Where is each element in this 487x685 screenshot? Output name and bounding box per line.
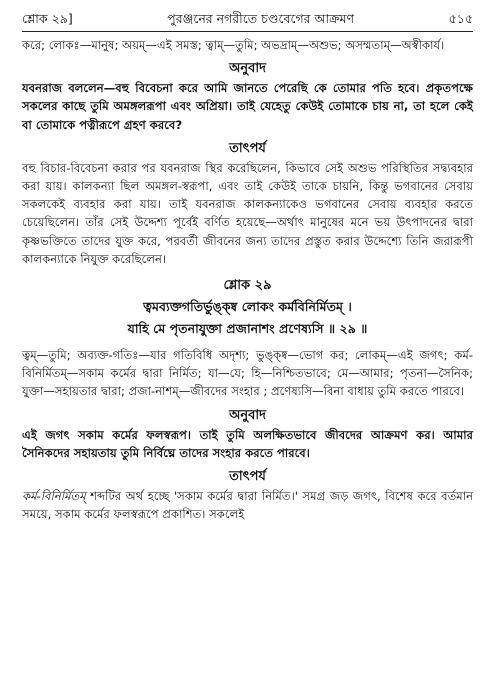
purport-text-2	[22, 487, 473, 523]
page-header	[22, 10, 473, 32]
verse-heading: শ্লোক ২৯	[223, 278, 272, 294]
verse-line-1: ত্বমব্যক্তগতির্ভুঙ্ক্ষ্ব লোকং কর্মবিনির্মিতম্ ।	[143, 299, 352, 315]
translation-heading-2: অনুবাদ	[229, 407, 266, 423]
header-verse-ref: শ্লোক ২৯]	[22, 11, 73, 26]
translation-heading: অনুবাদ	[229, 61, 266, 77]
translation-text-2: এই জগৎ সকাম কর্মের ফলস্বরূপ। তাই তুমি অলক্ষিতভাবে জীবদের আক্রমণ কর। আমার সৈনিকদের সহায়তায় তুমি নির্বিঘ্নে তাদের সংহার করতে পারবে।	[22, 427, 473, 460]
translation-text: যবনরাজ বললেন—বহু বিবেচনা করে আমি জানতে পেরেছি কে তোমার পতি হবে। প্রকৃতপক্ষে সকলের কাছে তুমি অমঙ্গলরূপা এবং অপ্রিয়া। তাই যেহেতু কেউই তোমাকে চায় না, তা হলে কেই বা তোমাকে পত্নীরূপে গ্রহণ করবে?	[22, 81, 473, 132]
purport-heading-2: তাৎপর্য	[229, 469, 266, 485]
purport-term: কর্ম-বিনির্মিতম্	[22, 489, 86, 504]
synonyms-text: ত্বম্—তুমি; অব্যক্ত-গতিঃ—যার গতিবিধি অদৃশ্য; ভুঙ্ক্ষ্ব—ভোগ কর; লোকম্—এই জগৎ; কর্ম-বিনির্মিতম্—সকাম কর্মের দ্বারা নির্মিত; যা—যে; হি—নিশ্চিতভাবে; মে—আমার; পৃতনা—সৈনিক; যুক্তা—সহায়তার দ্বারা; প্রজা-নাশম্—জীবদের সংহার ; প্রণেষ্যসি—বিনা বাধায় তুমি করতে পারবে।	[22, 348, 473, 399]
purport-text-2-body: শব্দটির অর্থ হচ্ছে 'সকাম কর্মের দ্বারা নির্মিত।' সমগ্র জড় জগৎ, বিশেষ করে বর্তমান সময়ে, সকাম কর্মের ফলস্বরূপে প্রকাশিত। সকলেই	[22, 489, 473, 522]
verse-line-2: যাহি মে পৃতনাযুক্তা প্রজানাশং প্রণেষ্যসি ॥ ২৯ ॥	[127, 321, 368, 337]
header-chapter-title: পুরঞ্জনের নগরীতে চণ্ডবেগের আক্রমণ	[167, 11, 355, 26]
header-page-number: ৫১৫	[448, 11, 473, 26]
synonyms-continued: করে; লোকঃ—মানুষ; অয়ম্—এই সমস্ত; ত্বাম্—তুমি; অভদ্রাম্—অশুভ; অসম্মতাম্—অস্বীকার্য।	[22, 38, 445, 52]
purport-text: বহু বিচার-বিবেচনা করার পর যবনরাজ স্থির করেছিলেন, কিভাবে সেই অশুভ পরিস্থিতির সদ্ব্যবহার করা যায়। কালকন্যা ছিল অমঙ্গল-স্বরূপা, এবং তাই কেউই তাকে চায়নি, কিন্তু ভগবানের সেবায় সকলকেই ব্যবহার করা যায়। তাই যবনরাজ কালকন্যাকেও ভগবানের সেবায় ব্যবহার করতে চেয়েছিলেন। তাঁর সেই উদ্দেশ্য পূর্বেই বর্ণিত হয়েছে—অর্থাৎ মানুষের মনে ভয় উৎপাদনের দ্বারা কৃষ্ণভক্তিতে তাদের যুক্ত করে, পরবর্তী জীবনের জন্য তাদের প্রস্তুত করার উদ্দেশ্যে তিনি জরারূপী কালকন্যাকে নিযুক্ত করেছিলেন।	[22, 160, 473, 266]
purport-heading: তাৎপর্য	[229, 140, 266, 156]
